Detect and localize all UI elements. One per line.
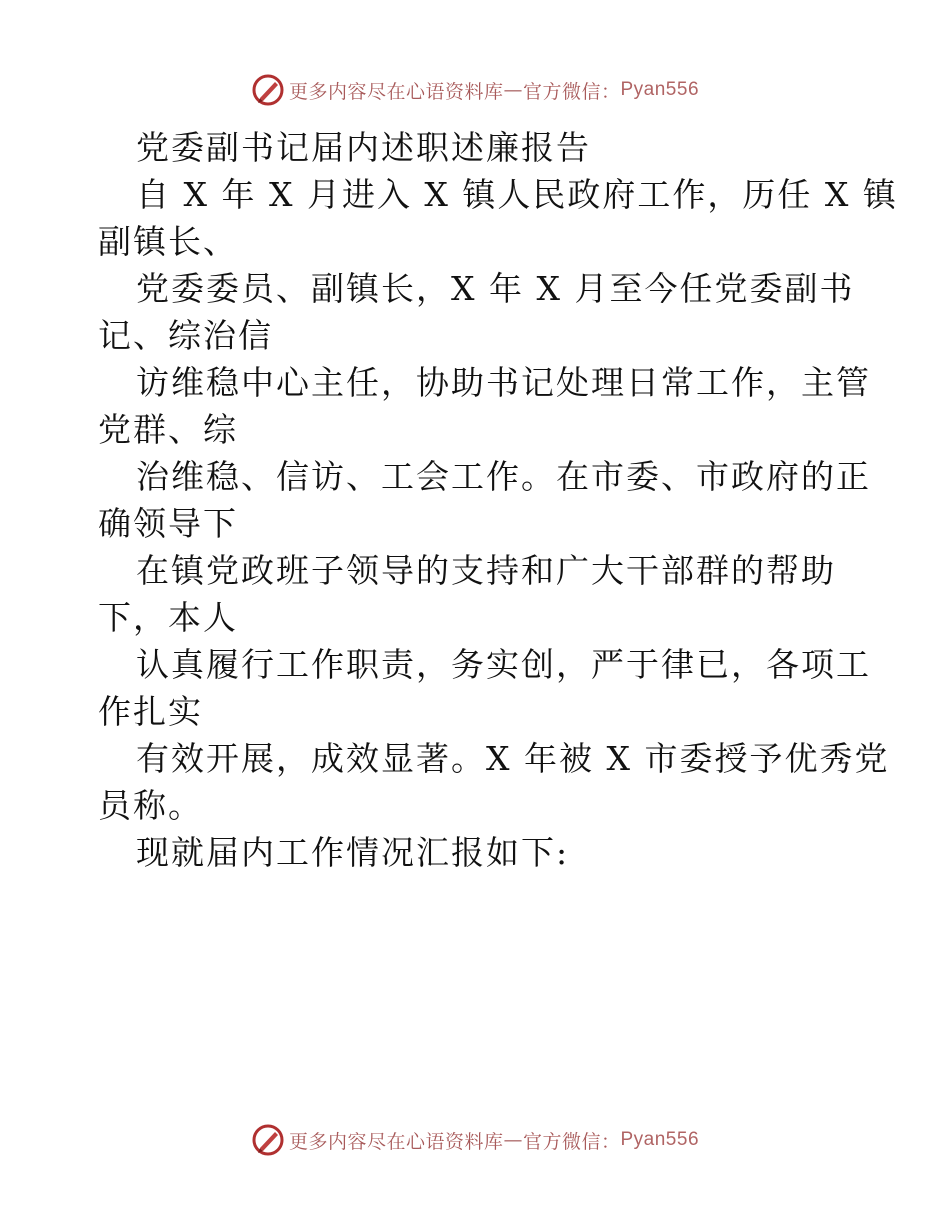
document-line: 员称。 (98, 786, 203, 825)
document-line: 党委委员、副镇长，X 年 X 月至今任党委副书 (136, 269, 855, 308)
watermark-main-text: 更多内容尽在心语资料库 (288, 1130, 504, 1153)
watermark-contact-label: 官方微信： (522, 80, 621, 103)
document-line: 副镇长、 (98, 222, 238, 261)
document-line: 有效开展，成效显著。X 年被 X 市委授予优秀党 (136, 739, 890, 778)
document-line: 作扎实 (98, 692, 203, 731)
document-line: 党群、综 (98, 410, 238, 449)
document-body (98, 124, 898, 876)
footer-watermark (0, 1120, 950, 1160)
watermark-wechat-id: Pyan556 (620, 79, 700, 100)
watermark-wechat-id: Pyan556 (620, 1129, 700, 1150)
document-line: 访维稳中心主任，协助书记处理日常工作，主管 (136, 363, 871, 402)
document-title: 党委副书记届内述职述廉报告 (136, 128, 591, 167)
watermark-contact-label: 官方微信： (522, 1130, 621, 1153)
watermark-separator: — (503, 79, 523, 101)
document-line: 确领导下 (98, 504, 238, 543)
document-line: 认真履行工作职责，务实创，严于律已，各项工 (136, 645, 871, 684)
document-line: 现就届内工作情况汇报如下: (136, 833, 570, 872)
document-line: 下，本人 (98, 598, 238, 637)
document-line: 在镇党政班子领导的支持和广大干部群的帮助 (136, 551, 836, 590)
header-watermark (0, 70, 950, 110)
pen-logo-icon (251, 73, 285, 107)
document-line: 记、综治信 (98, 316, 273, 355)
document-line: 自 X 年 X 月进入 X 镇人民政府工作，历任 X 镇 (136, 175, 898, 214)
watermark-main-text: 更多内容尽在心语资料库 (288, 80, 504, 103)
document-line: 治维稳、信访、工会工作。在市委、市政府的正 (136, 457, 871, 496)
watermark-separator: — (503, 1129, 523, 1151)
pen-logo-icon (251, 1123, 285, 1157)
